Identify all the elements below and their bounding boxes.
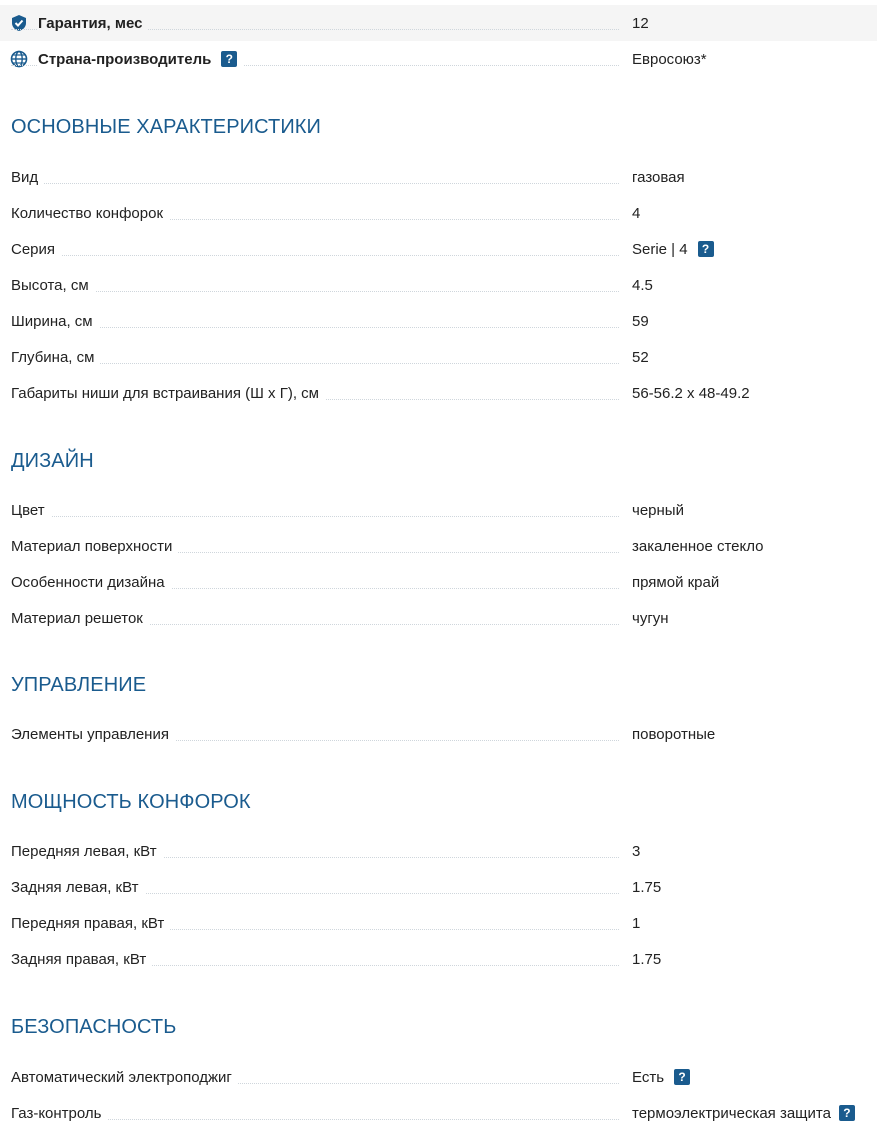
spec-row: [0, 716, 877, 752]
help-icon[interactable]: ?: [674, 1069, 690, 1085]
spec-value: 1: [632, 905, 640, 941]
spec-value: черный: [632, 492, 684, 528]
spec-label: Количество конфорок: [11, 195, 169, 231]
spec-row: [0, 600, 877, 636]
help-icon[interactable]: ?: [221, 51, 237, 67]
spec-value: поворотные: [632, 716, 715, 752]
spec-label: Задняя правая, кВт: [11, 941, 152, 977]
spec-label: Автоматический электроподжиг: [11, 1059, 238, 1095]
spec-value: 4: [632, 195, 640, 231]
spec-label: Задняя левая, кВт: [11, 869, 145, 905]
spec-value-text: термоэлектрическая защита: [632, 1104, 831, 1122]
spec-row: [0, 528, 877, 564]
section-title-safety: БЕЗОПАСНОСТЬ: [11, 1016, 177, 1038]
spec-value: 1.75: [632, 941, 661, 977]
spec-label: [38, 41, 243, 77]
spec-row: [0, 267, 877, 303]
spec-value: 4.5: [632, 267, 653, 303]
spec-value: закаленное стекло: [632, 528, 764, 564]
spec-label: Передняя правая, кВт: [11, 905, 170, 941]
spec-row: [0, 905, 877, 941]
spec-row: [0, 339, 877, 375]
section-title-power: МОЩНОСТЬ КОНФОРОК: [11, 791, 251, 813]
spec-label: Глубина, см: [11, 339, 100, 375]
spec-label: Особенности дизайна: [11, 564, 171, 600]
spec-value: газовая: [632, 159, 685, 195]
dotted-leader: [11, 327, 619, 328]
section-title-design: ДИЗАЙН: [11, 450, 94, 472]
spec-row: [0, 833, 877, 869]
spec-label: Высота, см: [11, 267, 95, 303]
spec-row: [0, 941, 877, 977]
spec-value: [632, 231, 714, 267]
spec-label: Материал поверхности: [11, 528, 178, 564]
section-title-main: ОСНОВНЫЕ ХАРАКТЕРИСТИКИ: [11, 116, 322, 138]
spec-row-country: [0, 41, 877, 77]
spec-value: прямой край: [632, 564, 719, 600]
spec-row-warranty: [0, 5, 877, 41]
section-title-control: УПРАВЛЕНИЕ: [11, 674, 147, 696]
spec-value: 59: [632, 303, 649, 339]
dotted-leader: [11, 255, 619, 256]
spec-value: 3: [632, 833, 640, 869]
spec-label: Материал решеток: [11, 600, 149, 636]
spec-value: чугун: [632, 600, 669, 636]
spec-label: Газ-контроль: [11, 1095, 107, 1131]
spec-label: Цвет: [11, 492, 51, 528]
spec-row: [0, 375, 877, 411]
spec-row: [0, 303, 877, 339]
spec-label: Элементы управления: [11, 716, 175, 752]
spec-row: [0, 1095, 877, 1131]
spec-value: 1.75: [632, 869, 661, 905]
spec-row: [0, 231, 877, 267]
spec-value: [632, 1095, 855, 1131]
spec-value-text: Serie | 4: [632, 240, 688, 258]
spec-value: [632, 1059, 690, 1095]
help-icon[interactable]: ?: [698, 241, 714, 257]
spec-label: Вид: [11, 159, 44, 195]
spec-row: [0, 564, 877, 600]
spec-row: [0, 1059, 877, 1095]
spec-label: Передняя левая, кВт: [11, 833, 163, 869]
spec-row: [0, 159, 877, 195]
spec-label-text: Страна-производитель: [38, 50, 212, 68]
help-icon[interactable]: ?: [839, 1105, 855, 1121]
spec-value: 56-56.2 х 48-49.2: [632, 375, 750, 411]
dotted-leader: [11, 516, 619, 517]
spec-label: Гарантия, мес: [38, 5, 148, 41]
spec-label: Габариты ниши для встраивания (Ш х Г), см: [11, 375, 325, 411]
spec-row: [0, 195, 877, 231]
spec-value-text: Есть: [632, 1068, 665, 1086]
spec-row: [0, 492, 877, 528]
spec-row: [0, 869, 877, 905]
spec-label: Ширина, см: [11, 303, 99, 339]
spec-label: Серия: [11, 231, 61, 267]
spec-value: 12: [632, 5, 649, 41]
spec-value: Евросоюз*: [632, 41, 707, 77]
spec-value: 52: [632, 339, 649, 375]
dotted-leader: [11, 291, 619, 292]
dotted-leader: [11, 183, 619, 184]
dotted-leader: [11, 363, 619, 364]
